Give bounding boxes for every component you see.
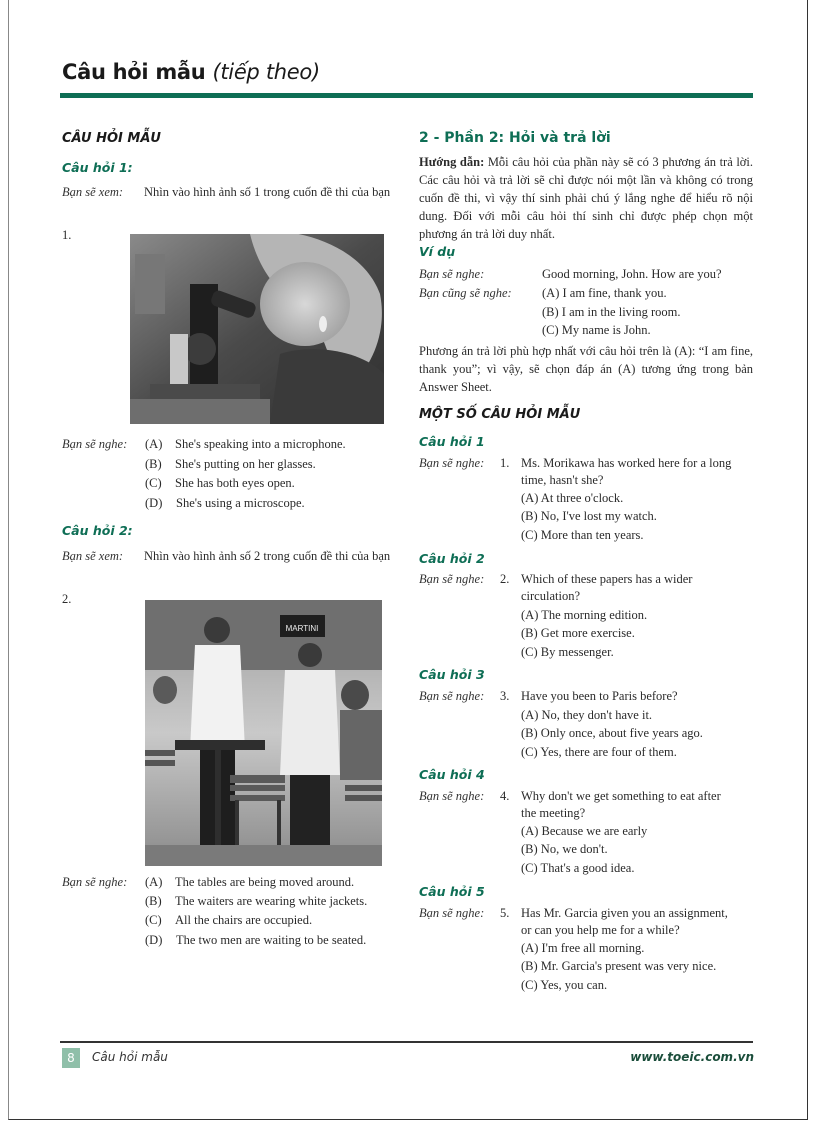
example-heading: Ví dụ <box>419 244 456 259</box>
sample-q5-option-c: (C) Yes, you can. <box>521 978 608 992</box>
q1-option-d-letter: (D) <box>145 496 163 510</box>
q2-view-label: Bạn sẽ xem: <box>62 549 124 563</box>
photo-woman-microscope-art <box>130 234 384 424</box>
sample-q5-heading: Câu hỏi 5 <box>419 884 485 899</box>
q1-option-c <box>145 474 295 492</box>
q1-option-a-letter: (A) <box>145 437 163 451</box>
sample-q1-option-b: (B) No, I've lost my watch. <box>521 509 657 523</box>
guide-text: Mỗi câu hỏi của phần này sẽ có 3 phương án trả lời. Các câu hỏi và trả lời sẽ chỉ được nói một lần và không có trong cuốn đề thi, vì vậy thí sinh phải chú ý lắng nghe để hiểu rõ nội dung. Đối với mỗi câu hỏi thí sinh chỉ được phép chọn một phương án trả lời duy nhất. <box>419 155 754 241</box>
sample-q5-option-a: (A) I'm free all morning. <box>521 941 645 955</box>
example-label-2: Bạn cũng sẽ nghe: <box>419 286 512 300</box>
q1-heading: Câu hỏi 1: <box>62 160 133 175</box>
sample-q3-heading: Câu hỏi 3 <box>419 667 485 682</box>
example-option-a: (A) I am fine, thank you. <box>542 286 667 300</box>
sample-q2-line1: Which of these papers has a wider <box>521 572 693 586</box>
q2-option-c-letter: (C) <box>145 913 162 927</box>
q1-option-b-text: She's putting on her glasses. <box>175 457 316 471</box>
example-option-b: (B) I am in the living room. <box>542 305 681 319</box>
q2-number: 2. <box>62 592 72 606</box>
q1-option-b <box>145 455 316 473</box>
example-label-1: Bạn sẽ nghe: <box>419 267 485 281</box>
footer-rule <box>60 1041 753 1043</box>
sample-q3-line1: Have you been to Paris before? <box>521 689 678 703</box>
part-title: 2 - Phần 2: Hỏi và trả lời <box>419 130 611 146</box>
q1-option-b-letter: (B) <box>145 457 162 471</box>
q1-option-a <box>145 435 346 453</box>
q1-listen-label: Bạn sẽ nghe: <box>62 437 128 451</box>
sample-q1-num: 1. <box>500 456 510 470</box>
sample-q5-line2: or can you help me for a while? <box>521 923 680 937</box>
q2-view-text: Nhìn vào hình ảnh số 2 trong cuốn đề thi của bạn <box>144 549 391 563</box>
sample-q4-label: Bạn sẽ nghe: <box>419 789 485 803</box>
example-text-1: Good morning, John. How are you? <box>542 267 722 281</box>
sample-q2-option-a: (A) The morning edition. <box>521 608 648 622</box>
sample-q4-line1: Why don't we get something to eat after <box>521 789 721 803</box>
photo-waiters-cafe-art <box>145 600 382 866</box>
q2-option-d-text: The two men are waiting to be seated. <box>176 933 367 947</box>
q2-option-b <box>145 892 368 910</box>
sample-q3-option-b: (B) Only once, about five years ago. <box>521 726 703 740</box>
guide-label: Hướng dẫn: <box>419 155 485 169</box>
q2-option-a <box>145 873 355 891</box>
q1-option-a-text: She's speaking into a microphone. <box>175 437 346 451</box>
sample-q5-label: Bạn sẽ nghe: <box>419 906 485 920</box>
q2-option-b-letter: (B) <box>145 894 162 908</box>
q2-option-a-text: The tables are being moved around. <box>175 875 355 889</box>
q2-option-d <box>145 931 367 949</box>
sample-q1-heading: Câu hỏi 1 <box>419 434 485 449</box>
page-title <box>62 60 320 84</box>
sample-q1-option-c: (C) More than ten years. <box>521 528 644 542</box>
photo-sign-text: MARTINI <box>285 624 319 633</box>
sample-q5-option-b: (B) Mr. Garcia's present was very nice. <box>521 959 717 973</box>
sample-q5-num: 5. <box>500 906 510 920</box>
sample-q2-option-b: (B) Get more exercise. <box>521 626 635 640</box>
q1-option-d-text: She's using a microscope. <box>176 496 305 510</box>
sample-q3-num: 3. <box>500 689 510 703</box>
q2-listen-label: Bạn sẽ nghe: <box>62 875 128 889</box>
sample-q2-label: Bạn sẽ nghe: <box>419 572 485 586</box>
photo-woman-microscope <box>130 234 384 424</box>
example-option-c: (C) My name is John. <box>542 323 651 337</box>
sample-q4-option-b: (B) No, we don't. <box>521 842 608 856</box>
sample-q3-label: Bạn sẽ nghe: <box>419 689 485 703</box>
sample-q1-option-a: (A) At three o'clock. <box>521 491 624 505</box>
sample-q3-option-a: (A) No, they don't have it. <box>521 708 653 722</box>
q2-option-a-letter: (A) <box>145 875 163 889</box>
sample-q4-heading: Câu hỏi 4 <box>419 767 485 782</box>
footer-url-link[interactable]: www.toeic.com.vn <box>630 1050 754 1064</box>
sample-q1-line1: Ms. Morikawa has worked here for a long <box>521 456 732 470</box>
example-explanation: Phương án trả lời phù hợp nhất với câu hỏi trên là (A): “I am fine, thank you”; vì vậy, sẽ chọn đáp án (A) tương ứng trong bản Answer Sheet. <box>419 344 753 394</box>
page-title-italic: (tiếp theo) <box>212 60 320 84</box>
sample-q4-num: 4. <box>500 789 510 803</box>
q1-option-d <box>145 494 305 512</box>
left-section-title: CÂU HỎI MẪU <box>62 131 161 146</box>
q2-heading: Câu hỏi 2: <box>62 523 133 538</box>
sample-q2-num: 2. <box>500 572 510 586</box>
sample-q4-option-a: (A) Because we are early <box>521 824 648 838</box>
q2-option-d-letter: (D) <box>145 933 163 947</box>
sample-q1-line2: time, hasn't she? <box>521 473 604 487</box>
sample-q2-line2: circulation? <box>521 589 580 603</box>
page-number: 8 <box>62 1048 80 1068</box>
q1-option-c-letter: (C) <box>145 476 162 490</box>
q2-option-b-text: The waiters are wearing white jackets. <box>175 894 368 908</box>
q1-view-text: Nhìn vào hình ảnh số 1 trong cuốn đề thi của bạn <box>144 185 391 199</box>
footer-section: Câu hỏi mẫu <box>92 1050 168 1064</box>
title-rule <box>60 93 753 98</box>
sample-q4-line2: the meeting? <box>521 806 586 820</box>
q1-number: 1. <box>62 228 72 242</box>
q2-option-c-text: All the chairs are occupied. <box>175 913 313 927</box>
photo-waiters-cafe <box>145 600 382 866</box>
q1-view-label: Bạn sẽ xem: <box>62 185 124 199</box>
q1-option-c-text: She has both eyes open. <box>175 476 295 490</box>
guide-paragraph <box>419 153 753 243</box>
sample-q3-option-c: (C) Yes, there are four of them. <box>521 745 677 759</box>
sample-q5-line1: Has Mr. Garcia given you an assignment, <box>521 906 728 920</box>
samples-title: MỘT SỐ CÂU HỎI MẪU <box>419 407 581 422</box>
sample-q2-option-c: (C) By messenger. <box>521 645 614 659</box>
page-title-main: Câu hỏi mẫu <box>62 60 206 84</box>
q2-option-c <box>145 911 313 929</box>
sample-q2-heading: Câu hỏi 2 <box>419 551 485 566</box>
sample-q1-label: Bạn sẽ nghe: <box>419 456 485 470</box>
sample-q4-option-c: (C) That's a good idea. <box>521 861 635 875</box>
